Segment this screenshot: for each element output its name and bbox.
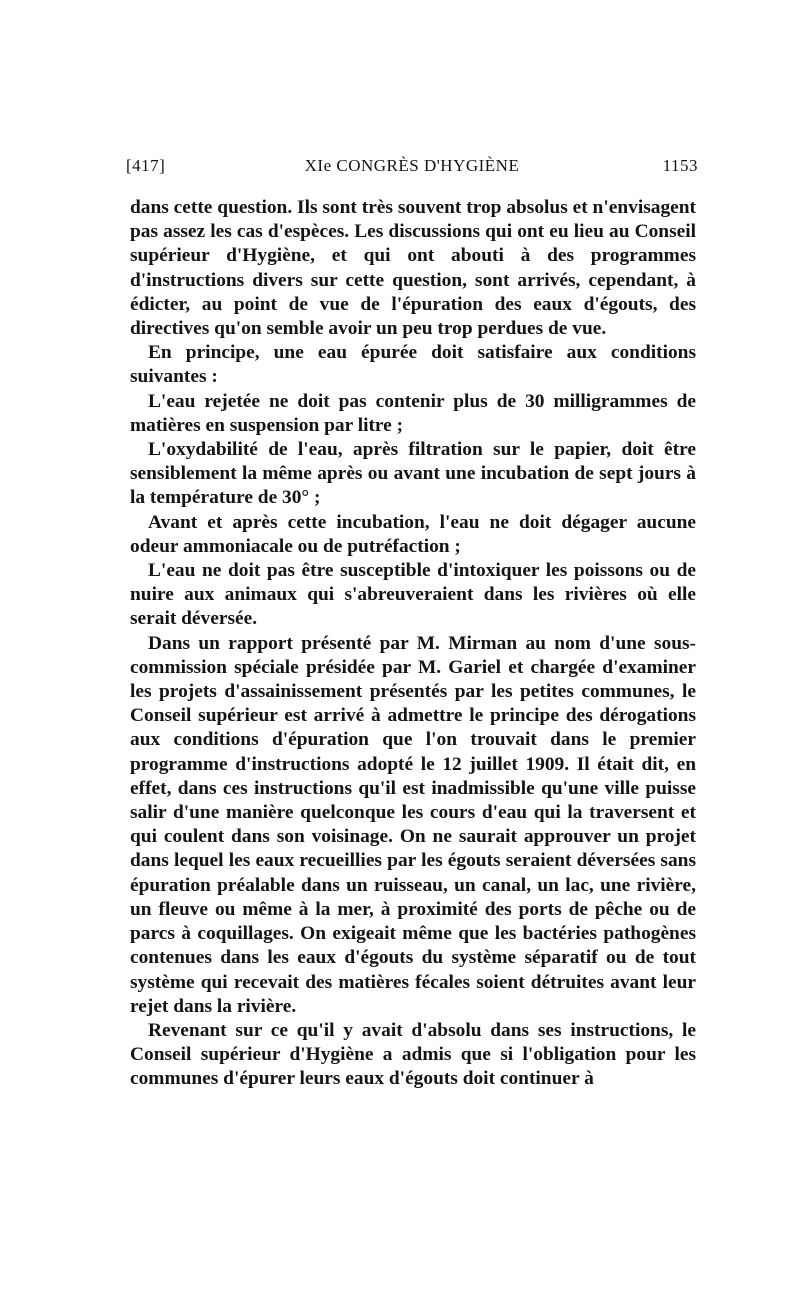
page-number: 1153 <box>662 156 698 175</box>
paragraph-condition-suspension: L'eau rejetée ne doit pas contenir plus de 30 milligrammes de matières en suspension par litre ; <box>130 390 696 436</box>
body-text <box>130 196 696 1092</box>
paragraph-mirman-report: Dans un rapport présenté par M. Mirman au nom d'une sous-commission spéciale présidée par M. Gariel et chargée d'examiner les projets d'assainissement présentés par les petites communes, le Conseil supérieur est arrivé à admettre le principe des dérogations aux conditions d'épuration que l'on trouvait dans le premier programme d'instructions adopté le 12 juillet 1909. Il était dit, en effet, dans ces instructions qu'il est inadmissible qu'une ville puisse salir d'une manière quelconque les cours d'eau qui la traversent et qui coulent dans son voisinage. On ne saurait approuver un projet dans lequel les eaux recueillies par les égouts seraient déversées sans épuration préalable dans un ruisseau, un canal, un lac, une rivière, un fleuve ou même à la mer, à proximité des ports de pêche ou de parcs à coquillages. On exigeait même que les bactéries pathogènes contenues dans les eaux d'égouts du système séparatif ou de tout système qui recevait des matières fécales soient détruites avant leur rejet dans la rivière. <box>130 632 696 1017</box>
paragraph-condition-toxicity: L'eau ne doit pas être susceptible d'intoxiquer les poissons ou de nuire aux animaux qui s'abreuveraient dans les rivières où elle serait déversée. <box>130 560 696 630</box>
paragraph-principle: En principe, une eau épurée doit satisfaire aux conditions suivantes : <box>130 342 696 388</box>
running-header <box>126 156 698 180</box>
running-title: XIe CONGRÈS D'HYGIÈNE <box>304 156 520 175</box>
paragraph-condition-odour: Avant et après cette incubation, l'eau ne doit dégager aucune odeur ammoniacale ou de putréfaction ; <box>130 511 696 557</box>
paragraph-continuation: dans cette question. Ils sont très souvent trop absolus et n'envisagent pas assez les cas d'espèces. Les discussions qui ont eu lieu au Conseil supérieur d'Hygiène, et qui ont abouti à des programmes d'instructions divers sur cette question, sont arrivés, cependant, à édicter, au point de vue de l'épuration des eaux d'égouts, des directives qu'on semble avoir un peu trop perdues de vue. <box>130 197 696 340</box>
paragraph-revision: Revenant sur ce qu'il y avait d'absolu dans ses instructions, le Conseil supérieur d'Hygiène a admis que si l'obligation pour les communes d'épurer leurs eaux d'égouts doit continuer à <box>130 1019 696 1090</box>
page-reference: [417] <box>126 156 166 175</box>
paragraph-condition-oxydability: L'oxydabilité de l'eau, après filtration sur le papier, doit être sensiblement la même après ou avant une incubation de sept jours à la température de 30° ; <box>130 439 696 509</box>
